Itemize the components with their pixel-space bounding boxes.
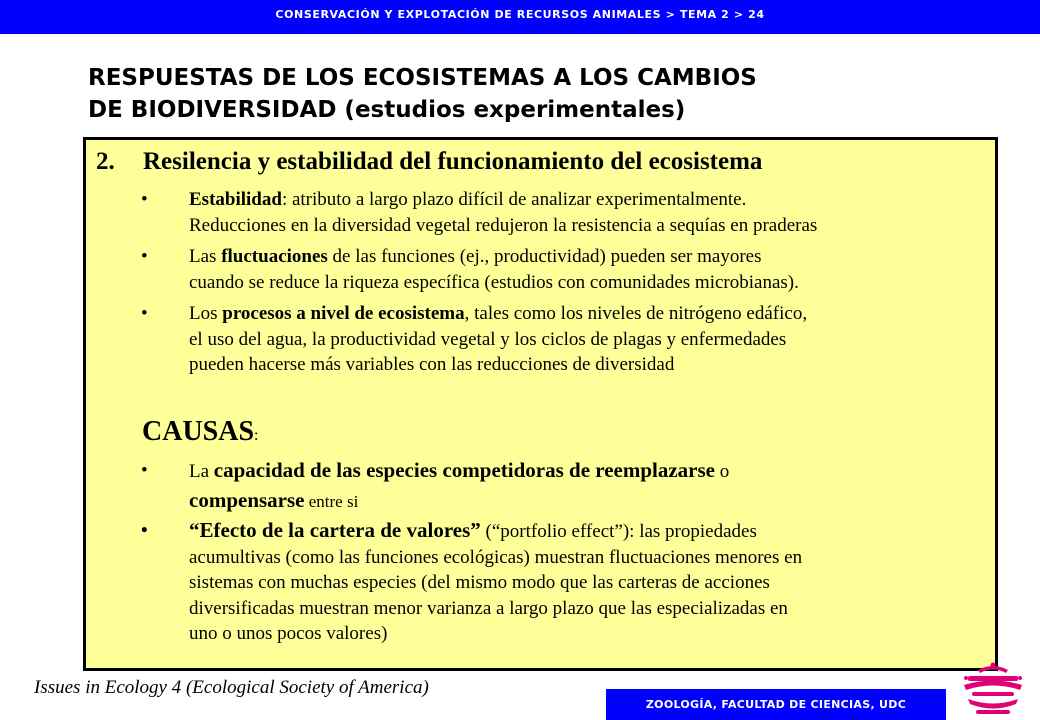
citation: Issues in Ecology 4 (Ecological Society of America) <box>34 677 429 698</box>
causas-heading: CAUSAS: <box>142 416 259 447</box>
page-title <box>88 62 988 126</box>
institution-bar: ZOOLOGÍA, FACULTAD DE CIENCIAS, UDC <box>606 689 946 720</box>
list-item-text: “Efecto de la cartera de valores” (“portfolio effect”): las propiedades acumultivas (como las funciones ecológicas) muestran fluctuaciones menores en sistemas con muchas especies (del mismo modo que las carteras de acciones diversificadas muestran menor varianza a largo plazo que las especializadas en uno o unos pocos valores) <box>189 518 803 644</box>
bullet-icon: • <box>141 189 148 210</box>
list-item <box>141 301 991 378</box>
content-box <box>83 137 998 671</box>
header-breadcrumb: CONSERVACIÓN Y EXPLOTACIÓN DE RECURSOS ANIMALES > TEMA 2 > 24 <box>0 0 1040 34</box>
list-item-text: Los procesos a nivel de ecosistema, tales como los niveles de nitrógeno edáfico, el uso del agua, la productividad vegetal y los ciclos de plagas y enfermedades pueden hacerse más variables con las reducciones de diversidad <box>189 303 808 375</box>
section-number: 2. <box>96 148 115 175</box>
list-item <box>141 518 991 647</box>
section-heading <box>96 148 762 176</box>
bullet-icon: • <box>141 460 148 481</box>
list-item <box>141 456 991 516</box>
bullet-icon: • <box>141 246 148 267</box>
list-item <box>141 244 991 295</box>
section-heading-text: Resilencia y estabilidad del funcionamiento del ecosistema <box>143 148 763 175</box>
list-item-text: Las fluctuaciones de las funciones (ej., productividad) pueden ser mayores cuando se reduce la riqueza específica (estudios con comunidades microbianas). <box>189 246 799 293</box>
udc-logo-icon <box>958 660 1028 720</box>
title-line-1: RESPUESTAS DE LOS ECOSISTEMAS A LOS CAMBIOS <box>88 65 757 91</box>
bullet-icon: • <box>141 520 148 541</box>
bullet-icon: • <box>141 303 148 324</box>
list-item <box>141 187 991 238</box>
list-item-text: La capacidad de las especies competidoras de reemplazarse o compensarse entre si <box>189 458 730 512</box>
title-line-2: DE BIODIVERSIDAD (estudios experimentales) <box>88 97 686 123</box>
list-item-text: Estabilidad: atributo a largo plazo difícil de analizar experimentalmente. Reducciones en la diversidad vegetal redujeron la resistencia a sequías en praderas <box>189 189 818 236</box>
